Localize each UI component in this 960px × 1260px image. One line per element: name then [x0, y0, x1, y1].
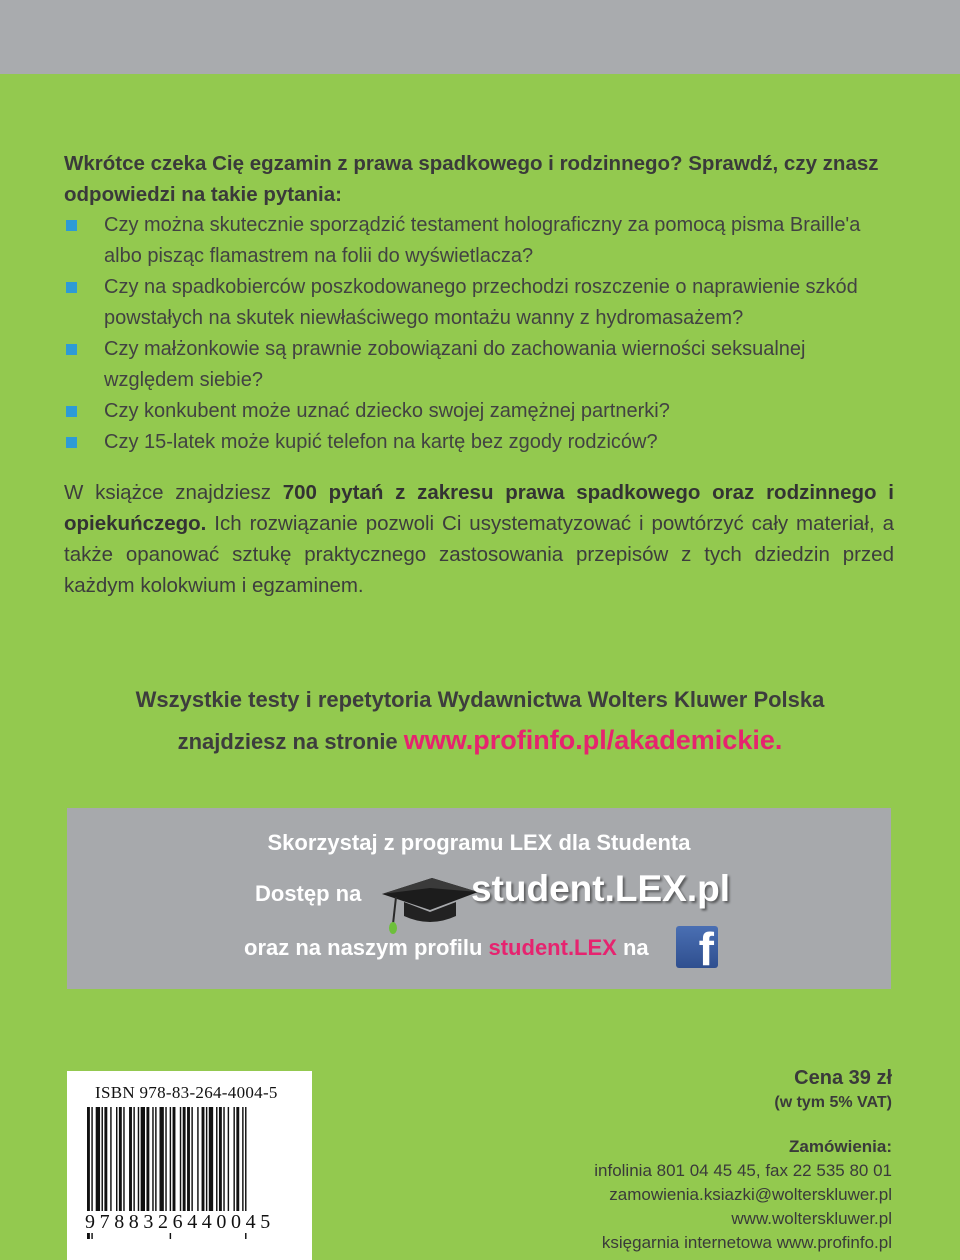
- top-gray-band: [0, 0, 960, 74]
- lex-student-box: [67, 808, 891, 989]
- barcode-bar: [233, 1107, 234, 1219]
- list-item: Czy można skutecznie sporządzić testament holograficzny za pomocą pisma Braille'a albo pisząc flamastrem na folii do wyświetlacza?: [64, 210, 894, 272]
- barcode-bar: [102, 1107, 103, 1219]
- publisher-promo: [0, 680, 960, 762]
- facebook-icon[interactable]: f: [676, 926, 718, 968]
- barcode-bar: [191, 1107, 192, 1219]
- contact-bookstore[interactable]: księgarnia internetowa www.profinfo.pl: [601, 1233, 892, 1252]
- barcode-bar: [141, 1107, 145, 1219]
- lex-profile-name[interactable]: student.LEX: [488, 935, 617, 960]
- square-bullet-icon: [66, 344, 77, 355]
- isbn-label: ISBN 978-83-264-4004-5: [95, 1083, 278, 1102]
- barcode-bar: [152, 1107, 153, 1219]
- list-item: Czy małżonkowie są prawnie zobowiązani do zachowania wierności seksualnej względem siebie?: [64, 334, 894, 396]
- barcode-bar: [219, 1107, 222, 1219]
- square-bullet-icon: [66, 406, 77, 417]
- summary-highlight: 700 pytań z zakresu prawa spadkowego oraz rodzinnego i opiekuńczego.: [64, 481, 894, 535]
- promo-line-1: Wszystkie testy i repetytoria Wydawnictwa Wolters Kluwer Polska: [135, 687, 825, 712]
- barcode-bar: [133, 1107, 134, 1219]
- barcode-bar: [129, 1107, 132, 1219]
- square-bullet-icon: [66, 437, 77, 448]
- lex-access-label: Dostęp na: [255, 881, 362, 906]
- barcode-bar: [206, 1107, 207, 1219]
- barcode-bar: [180, 1107, 181, 1219]
- isbn-barcode: [67, 1071, 312, 1260]
- contact-email[interactable]: zamowienia.ksiazki@wolterskluwer.pl: [609, 1185, 892, 1204]
- barcode-bar: [209, 1107, 213, 1219]
- barcode-bar: [216, 1107, 217, 1219]
- barcode-bar: [96, 1107, 100, 1219]
- lex-title: Skorzystaj z programu LEX dla Studenta: [267, 830, 691, 855]
- profinfo-link[interactable]: www.profinfo.pl/akademickie.: [403, 725, 783, 755]
- list-item: Czy na spadkobierców poszkodowanego przechodzi roszczenie o naprawienie szkód powstałych na skutek niewłaściwego montażu wanny z hydromasażem?: [64, 272, 894, 334]
- orders-title: Zamówienia:: [789, 1137, 892, 1156]
- pricing-and-orders: [594, 1065, 892, 1255]
- barcode-bar: [173, 1107, 176, 1219]
- book-summary: W książce znajdziesz 700 pytań z zakresu prawa spadkowego oraz rodzinnego i opiekuńczego. Ich rozwiązanie pozwoli Ci usystematyzować i powtórzyć cały materiał, a także opanować sztukę praktycznego zastosowania przepisów z tych dziedzin przed każdym kolokwium i egzaminem.: [64, 481, 894, 597]
- barcode-bar: [119, 1107, 122, 1219]
- lex-url-link[interactable]: student.LEX.pl: [471, 868, 730, 909]
- square-bullet-icon: [66, 282, 77, 293]
- barcode-bar: [187, 1107, 190, 1219]
- barcode-bar: [236, 1107, 239, 1219]
- barcode-bar: [160, 1107, 164, 1219]
- promo-line-2: znajdziesz na stronie www.profinfo.pl/akademickie.: [177, 725, 783, 755]
- barcode-bar: [146, 1107, 149, 1219]
- barcode-bar: [138, 1107, 139, 1219]
- list-item: Czy konkubent może uznać dziecko swojej zamężnej partnerki?: [64, 396, 894, 427]
- barcode-bar: [202, 1107, 205, 1219]
- lex-profile-line: oraz na naszym profilu student.LEX na: [244, 935, 649, 960]
- intro-question: Wkrótce czeka Cię egzamin z prawa spadkowego i rodzinnego? Sprawdź, czy znasz odpowiedzi na takie pytania:: [64, 152, 879, 206]
- barcode-bar: [110, 1107, 111, 1219]
- barcode-bar: [228, 1107, 229, 1219]
- barcode-bar: [183, 1107, 186, 1219]
- barcode-bar: [116, 1107, 117, 1219]
- barcode-bar: [197, 1107, 198, 1219]
- contact-phone: infolinia 801 04 45 45, fax 22 535 80 01: [594, 1161, 892, 1180]
- intro-section: [64, 148, 894, 622]
- barcode-bar: [155, 1107, 156, 1219]
- barcode-bar: [123, 1107, 124, 1219]
- barcode-bar: [104, 1107, 107, 1219]
- square-bullet-icon: [66, 220, 77, 231]
- graduation-cap-icon: [380, 866, 480, 936]
- barcode-bar: [223, 1107, 224, 1219]
- isbn-digits: 9788326440045: [85, 1211, 275, 1233]
- price: Cena 39 zł: [794, 1067, 892, 1089]
- barcode-bar: [165, 1107, 166, 1219]
- list-item: Czy 15-latek może kupić telefon na kartę bez zgody rodziców?: [64, 427, 894, 458]
- barcode-bar: [242, 1107, 243, 1219]
- contact-website[interactable]: www.wolterskluwer.pl: [731, 1209, 892, 1228]
- question-list: [64, 210, 894, 458]
- vat-note: (w tym 5% VAT): [774, 1094, 892, 1111]
